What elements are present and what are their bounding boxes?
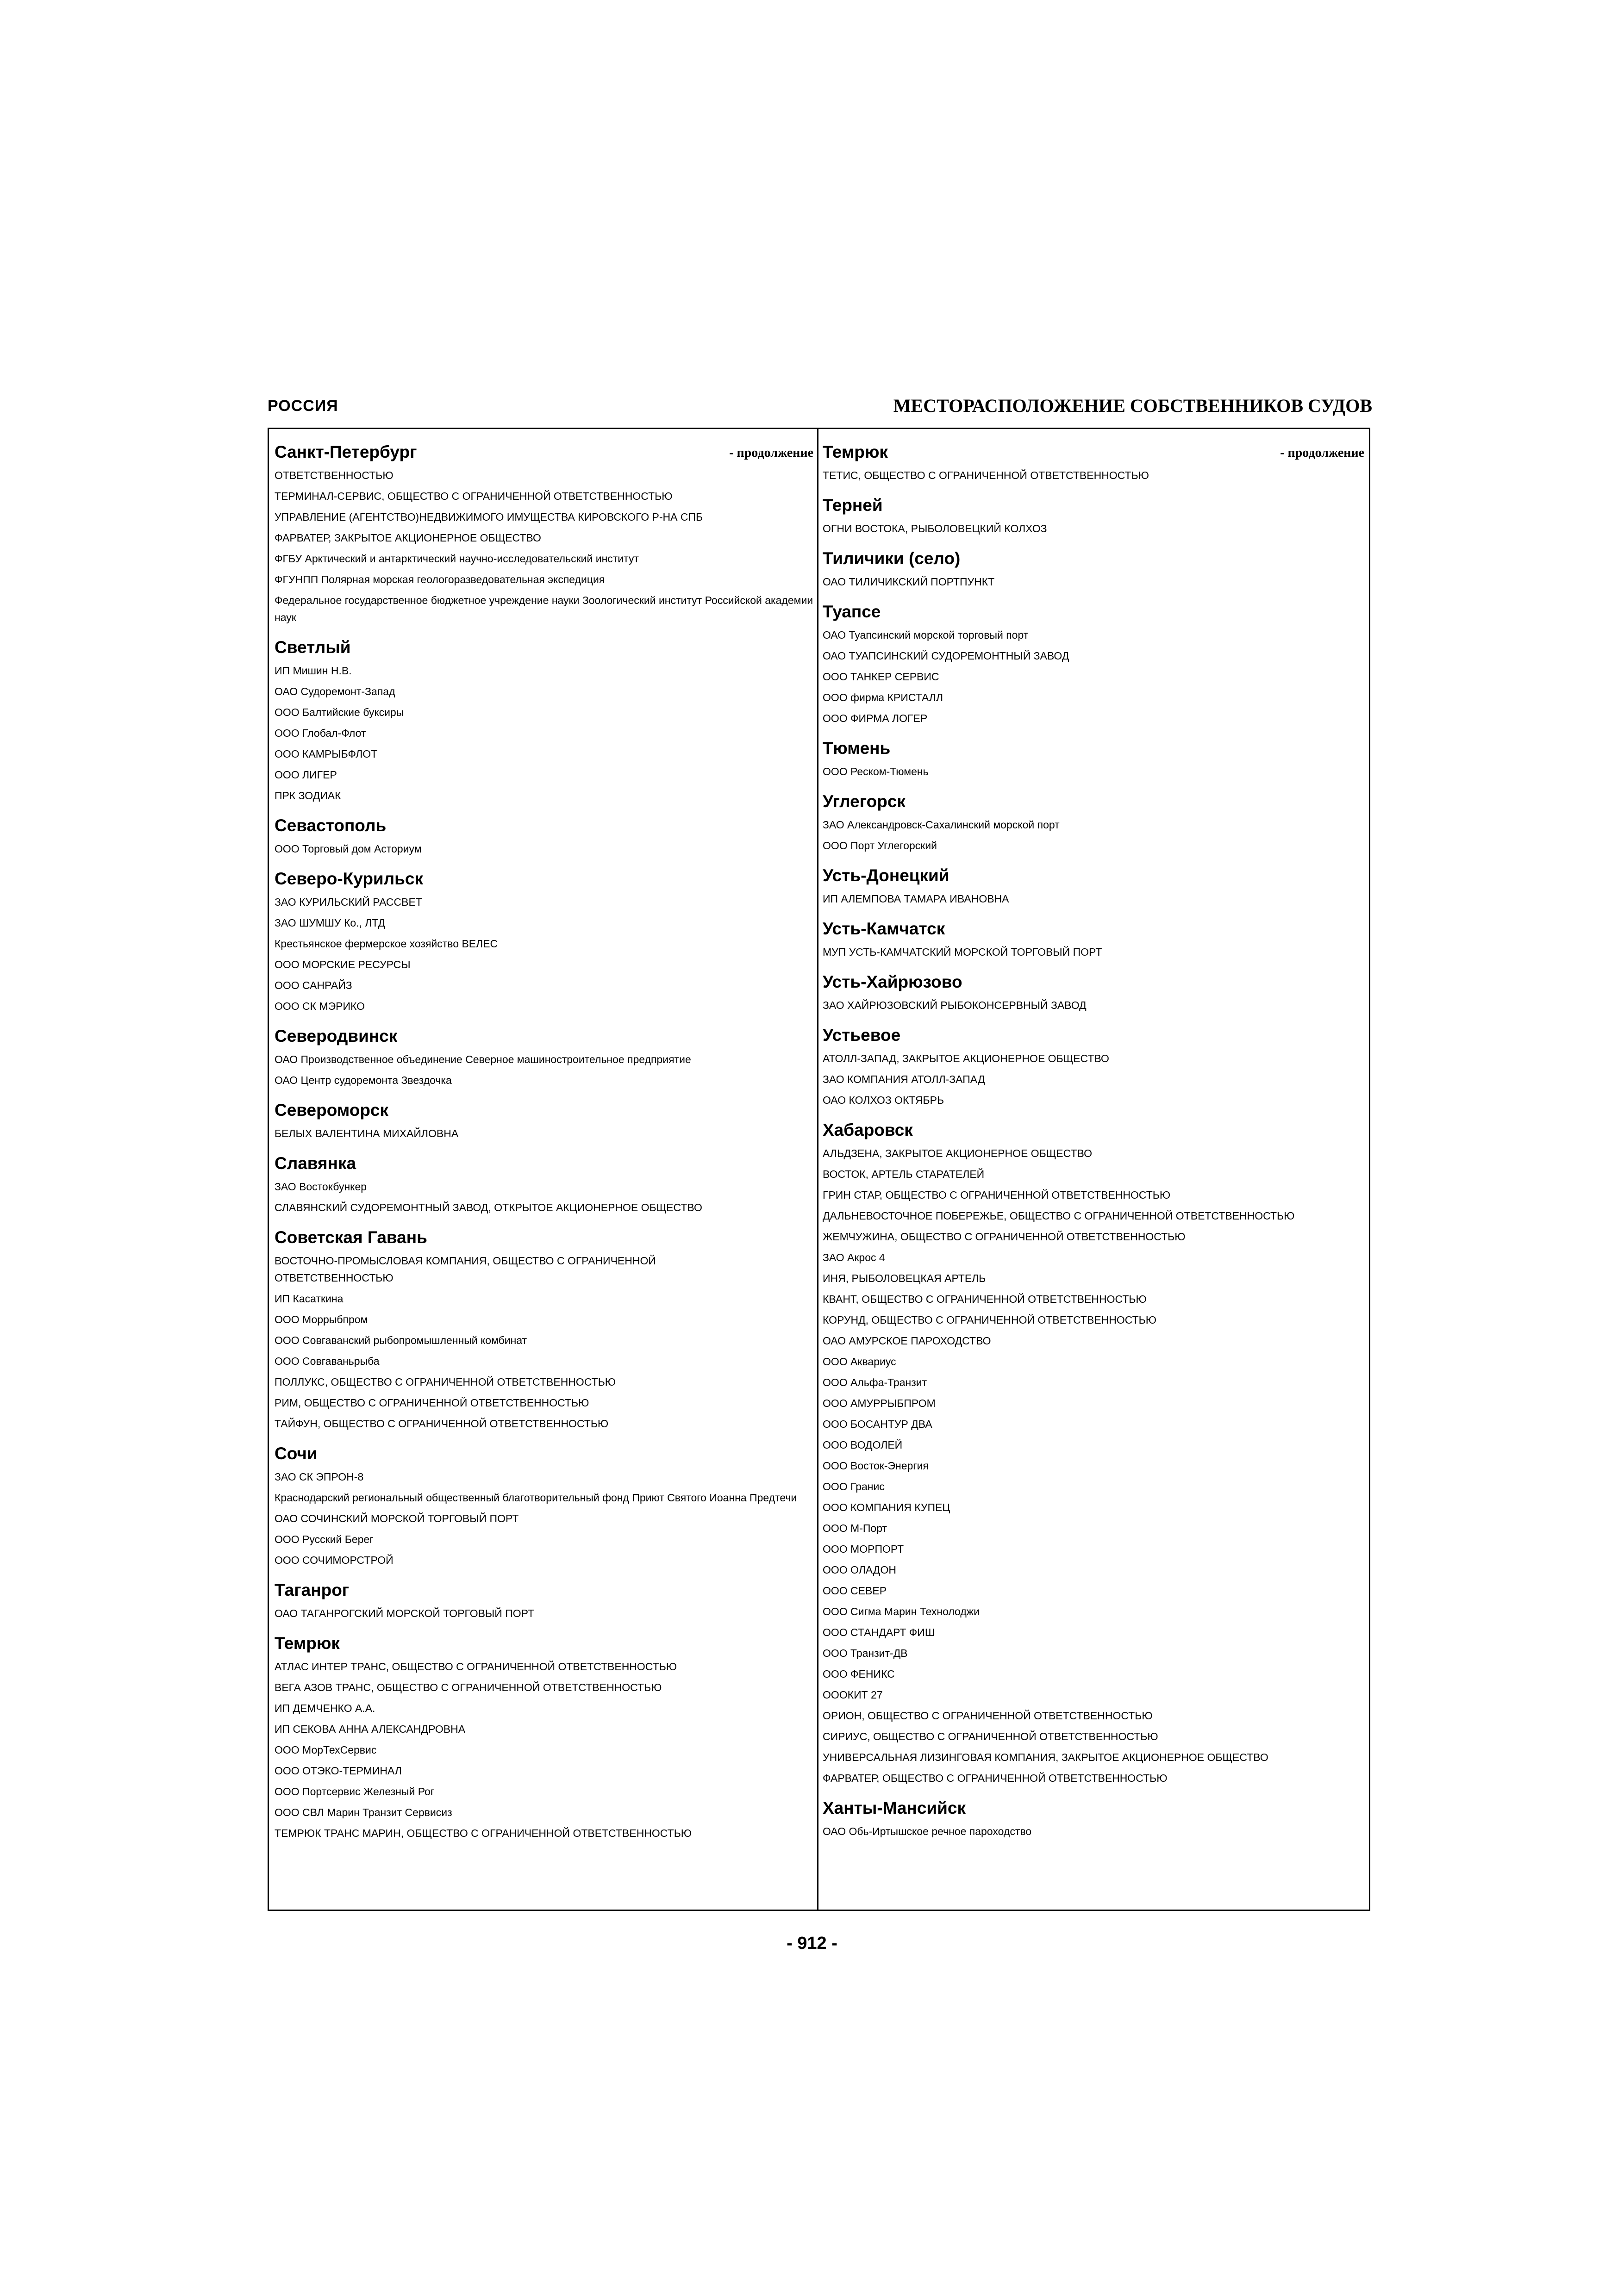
list-item: ЗАО СК ЭПРОН-8 — [275, 1471, 364, 1483]
list-item: ООО Совгаванский рыбопромышленный комбинат — [275, 1334, 527, 1346]
city-name: Темрюк — [823, 442, 888, 461]
list-item: АТЛАС ИНТЕР ТРАНС, ОБЩЕСТВО С ОГРАНИЧЕННОЙ ОТВЕТСТВЕННОСТЬЮ — [275, 1661, 677, 1673]
city-heading-terney: Терней — [823, 496, 883, 515]
list-item: ООО Русский Берег — [275, 1533, 374, 1545]
list-item: ОООКИТ 27 — [823, 1689, 883, 1701]
list-item: ООО МорТехСервис — [275, 1744, 377, 1756]
listing-frame — [268, 428, 1370, 1911]
list-item: ЗАО Александровск-Сахалинский морской порт — [823, 819, 1060, 831]
list-item: ООО ОЛАДОН — [823, 1564, 896, 1576]
list-item: РИМ, ОБЩЕСТВО С ОГРАНИЧЕННОЙ ОТВЕТСТВЕННОСТЬЮ — [275, 1397, 589, 1409]
city-heading-severo-kurilsk: Северо-Курильск — [275, 869, 424, 888]
list-item: ООО СЕВЕР — [823, 1585, 887, 1597]
list-item: ОАО ТУАПСИНСКИЙ СУДОРЕМОНТНЫЙ ЗАВОД — [823, 650, 1069, 662]
list-item: ОАО Центр судоремонта Звездочка — [275, 1074, 452, 1086]
city-heading-tilichiki: Тиличики (село) — [823, 549, 961, 568]
list-item: ИП АЛЕМПОВА ТАМАРА ИВАНОВНА — [823, 893, 1009, 905]
list-item: КОРУНД, ОБЩЕСТВО С ОГРАНИЧЕННОЙ ОТВЕТСТВЕННОСТЬЮ — [823, 1314, 1156, 1326]
list-item: КВАНТ, ОБЩЕСТВО С ОГРАНИЧЕННОЙ ОТВЕТСТВЕННОСТЬЮ — [823, 1293, 1147, 1305]
list-item: ООО МОРПОРТ — [823, 1543, 904, 1555]
list-item: МУП УСТЬ-КАМЧАТСКИЙ МОРСКОЙ ТОРГОВЫЙ ПОРТ — [823, 946, 1102, 958]
city-heading-ustyevoe: Устьевое — [823, 1026, 901, 1045]
column-divider — [817, 429, 818, 1910]
list-item: ИП ДЕМЧЕНКО А.А. — [275, 1702, 375, 1714]
list-item: ЖЕМЧУЖИНА, ОБЩЕСТВО С ОГРАНИЧЕННОЙ ОТВЕТСТВЕННОСТЬЮ — [823, 1231, 1186, 1243]
list-item: ВОСТОК, АРТЕЛЬ СТАРАТЕЛЕЙ — [823, 1168, 985, 1180]
list-item: ОАО Обь-Иртышское речное пароходство — [823, 1825, 1032, 1837]
right-column — [823, 441, 1364, 1844]
list-item: ОАО ТИЛИЧИКСКИЙ ПОРТПУНКТ — [823, 576, 995, 588]
list-item: ООО Совгаваньрыба — [275, 1355, 380, 1367]
list-item: ООО СВЛ Марин Транзит Сервисиз — [275, 1806, 452, 1818]
list-item: ООО Глобал-Флот — [275, 727, 366, 739]
list-item: ООО ОТЭКО-ТЕРМИНАЛ — [275, 1765, 402, 1777]
list-item: ООО МОРСКИЕ РЕСУРСЫ — [275, 958, 411, 971]
list-item: ООО БОСАНТУР ДВА — [823, 1418, 932, 1430]
list-item: ООО М-Порт — [823, 1522, 887, 1534]
list-item: ООО Моррыбпром — [275, 1313, 368, 1325]
list-item: ФАРВАТЕР, ОБЩЕСТВО С ОГРАНИЧЕННОЙ ОТВЕТСТВЕННОСТЬЮ — [823, 1772, 1168, 1784]
list-item: ООО Торговый дом Асториум — [275, 843, 422, 855]
list-item: ООО Реском-Тюмень — [823, 765, 929, 778]
city-heading-sovgavan: Советская Гавань — [275, 1228, 427, 1247]
list-item: ООО фирма КРИСТАЛЛ — [823, 691, 943, 703]
list-item: ООО СОЧИМОРСТРОЙ — [275, 1554, 394, 1566]
list-item: ООО КАМРЫБФЛОТ — [275, 748, 378, 760]
city-heading-temryuk-cont — [823, 441, 1364, 463]
list-item: ООО Гранис — [823, 1481, 885, 1493]
list-item: ТЕРМИНАЛ-СЕРВИС, ОБЩЕСТВО С ОГРАНИЧЕННОЙ ОТВЕТСТВЕННОСТЬЮ — [275, 490, 673, 502]
city-heading-slavyanka: Славянка — [275, 1154, 356, 1173]
list-item: ЗАО ШУМШУ Ко., ЛТД — [275, 917, 386, 929]
list-item: АЛЬДЗЕНА, ЗАКРЫТОЕ АКЦИОНЕРНОЕ ОБЩЕСТВО — [823, 1147, 1092, 1159]
city-heading-khanty-mansiysk: Ханты-Мансийск — [823, 1798, 966, 1817]
list-item: ОАО АМУРСКОЕ ПАРОХОДСТВО — [823, 1335, 991, 1347]
list-item: ИП Касаткина — [275, 1293, 344, 1305]
list-item: ОАО Судоремонт-Запад — [275, 685, 395, 697]
list-item: ЗАО Востокбункер — [275, 1181, 367, 1193]
list-item: СЛАВЯНСКИЙ СУДОРЕМОНТНЫЙ ЗАВОД, ОТКРЫТОЕ АКЦИОНЕРНОЕ ОБЩЕСТВО — [275, 1201, 702, 1213]
list-item: ООО Аквариус — [823, 1356, 896, 1368]
list-item: ПРК ЗОДИАК — [275, 790, 341, 802]
list-item: ООО СК МЭРИКО — [275, 1000, 365, 1012]
list-item: ОТВЕТСТВЕННОСТЬЮ — [275, 469, 394, 481]
list-item: БЕЛЫХ ВАЛЕНТИНА МИХАЙЛОВНА — [275, 1127, 459, 1139]
list-item: ФГУНПП Полярная морская геологоразведовательная экспедиция — [275, 573, 605, 585]
list-item: ОАО ТАГАНРОГСКИЙ МОРСКОЙ ТОРГОВЫЙ ПОРТ — [275, 1607, 534, 1619]
city-heading-khabarovsk: Хабаровск — [823, 1120, 913, 1139]
list-item: ООО Восток-Энергия — [823, 1460, 929, 1472]
list-item: ФАРВАТЕР, ЗАКРЫТОЕ АКЦИОНЕРНОЕ ОБЩЕСТВО — [275, 532, 541, 544]
city-heading-tyumen: Тюмень — [823, 739, 891, 758]
left-column — [275, 441, 813, 1846]
list-item: ОАО Туапсинский морской торговый порт — [823, 629, 1029, 641]
list-item: Крестьянское фермерское хозяйство ВЕЛЕС — [275, 938, 498, 950]
list-item: ВОСТОЧНО-ПРОМЫСЛОВАЯ КОМПАНИЯ, ОБЩЕСТВО С ОГРАНИЧЕННОЙ ОТВЕТСТВЕННОСТЬЮ — [275, 1255, 656, 1284]
page-number: - 912 - — [787, 1934, 837, 1953]
list-item: ЗАО КОМПАНИЯ АТОЛЛ-ЗАПАД — [823, 1073, 985, 1085]
list-item: ДАЛЬНЕВОСТОЧНОЕ ПОБЕРЕЖЬЕ, ОБЩЕСТВО С ОГРАНИЧЕННОЙ ОТВЕТСТВЕННОСТЬЮ — [823, 1210, 1295, 1222]
list-item: ЗАО КУРИЛЬСКИЙ РАССВЕТ — [275, 896, 422, 908]
list-item: УПРАВЛЕНИЕ (АГЕНТСТВО)НЕДВИЖИМОГО ИМУЩЕСТВА КИРОВСКОГО Р-НА СПБ — [275, 511, 703, 523]
list-item: ООО СТАНДАРТ ФИШ — [823, 1626, 935, 1638]
list-item: ООО Альфа-Транзит — [823, 1376, 927, 1388]
list-item: ЗАО Акрос 4 — [823, 1251, 885, 1263]
list-item: ФГБУ Арктический и антарктический научно-исследовательский институт — [275, 553, 639, 565]
list-item: ТЕМРЮК ТРАНС МАРИН, ОБЩЕСТВО С ОГРАНИЧЕННОЙ ОТВЕТСТВЕННОСТЬЮ — [275, 1827, 692, 1839]
list-item: ООО ЛИГЕР — [275, 769, 337, 781]
list-item: ООО Порт Углегорский — [823, 840, 937, 852]
city-heading-ust-khairyuzovo: Усть-Хайрюзово — [823, 972, 962, 991]
country-label: РОССИЯ — [268, 397, 338, 415]
list-item: ГРИН СТАР, ОБЩЕСТВО С ОГРАНИЧЕННОЙ ОТВЕТСТВЕННОСТЬЮ — [823, 1189, 1171, 1201]
city-heading-temryuk: Темрюк — [275, 1634, 340, 1653]
list-item: ОАО КОЛХОЗ ОКТЯБРЬ — [823, 1094, 944, 1106]
list-item: ПОЛЛУКС, ОБЩЕСТВО С ОГРАНИЧЕННОЙ ОТВЕТСТВЕННОСТЬЮ — [275, 1376, 616, 1388]
city-heading-tuapse: Туапсе — [823, 602, 881, 621]
list-item: ООО Портсервис Железный Рог — [275, 1786, 435, 1798]
list-item: ТЕТИС, ОБЩЕСТВО С ОГРАНИЧЕННОЙ ОТВЕТСТВЕННОСТЬЮ — [823, 469, 1149, 481]
list-item: ООО ФИРМА ЛОГЕР — [823, 712, 928, 724]
city-heading-ust-kamchatsk: Усть-Камчатск — [823, 919, 945, 938]
list-item: ООО САНРАЙЗ — [275, 979, 352, 991]
list-item: ИП СЕКОВА АННА АЛЕКСАНДРОВНА — [275, 1723, 466, 1735]
continuation-label: - продолжение — [1280, 446, 1364, 460]
list-item: ООО Балтийские буксиры — [275, 706, 404, 718]
list-item: АТОЛЛ-ЗАПАД, ЗАКРЫТОЕ АКЦИОНЕРНОЕ ОБЩЕСТВО — [823, 1052, 1109, 1064]
list-item: ИП Мишин Н.В. — [275, 665, 352, 677]
city-heading-sevastopol: Севастополь — [275, 816, 387, 835]
list-item: ООО ФЕНИКС — [823, 1668, 895, 1680]
list-item: ООО Сигма Марин Технолоджи — [823, 1605, 980, 1618]
city-heading-severodvinsk: Северодвинск — [275, 1027, 398, 1045]
list-item: ВЕГА АЗОВ ТРАНС, ОБЩЕСТВО С ОГРАНИЧЕННОЙ ОТВЕТСТВЕННОСТЬЮ — [275, 1681, 662, 1693]
city-name: Санкт-Петербург — [275, 442, 417, 461]
continuation-label: - продолжение — [729, 446, 813, 460]
list-item: ООО ВОДОЛЕЙ — [823, 1439, 903, 1451]
list-item: ТАЙФУН, ОБЩЕСТВО С ОГРАНИЧЕННОЙ ОТВЕТСТВЕННОСТЬЮ — [275, 1418, 609, 1430]
list-item: ООО ТАНКЕР СЕРВИС — [823, 671, 939, 683]
city-heading-taganrog: Таганрог — [275, 1580, 350, 1599]
list-item: ЗАО ХАЙРЮЗОВСКИЙ РЫБОКОНСЕРВНЫЙ ЗАВОД — [823, 999, 1087, 1011]
city-heading-sochi: Сочи — [275, 1444, 318, 1463]
list-item: ИНЯ, РЫБОЛОВЕЦКАЯ АРТЕЛЬ — [823, 1272, 986, 1284]
running-title: МЕСТОРАСПОЛОЖЕНИЕ СОБСТВЕННИКОВ СУДОВ — [893, 395, 1372, 416]
list-item: УНИВЕРСАЛЬНАЯ ЛИЗИНГОВАЯ КОМПАНИЯ, ЗАКРЫТОЕ АКЦИОНЕРНОЕ ОБЩЕСТВО — [823, 1751, 1268, 1763]
city-heading-ust-donetsky: Усть-Донецкий — [823, 866, 949, 885]
list-item: ООО АМУРРЫБПРОМ — [823, 1397, 936, 1409]
list-item: ОАО СОЧИНСКИЙ МОРСКОЙ ТОРГОВЫЙ ПОРТ — [275, 1512, 519, 1524]
city-heading-spb — [275, 441, 813, 463]
list-item: Краснодарский региональный общественный благотворительный фонд Приют Святого Иоанна Предтечи — [275, 1492, 797, 1504]
list-item: ОРИОН, ОБЩЕСТВО С ОГРАНИЧЕННОЙ ОТВЕТСТВЕННОСТЬЮ — [823, 1710, 1153, 1722]
list-item: ООО Транзит-ДВ — [823, 1647, 908, 1659]
city-heading-severomorsk: Североморск — [275, 1101, 389, 1120]
city-heading-svetly: Светлый — [275, 638, 351, 657]
page-header — [268, 396, 1372, 419]
list-item: Федеральное государственное бюджетное учреждение науки Зоологический институт Российской академии наук — [275, 594, 813, 623]
list-item: ОАО Производственное объединение Северное машиностроительное предприятие — [275, 1053, 691, 1065]
list-item: ОГНИ ВОСТОКА, РЫБОЛОВЕЦКИЙ КОЛХОЗ — [823, 523, 1047, 535]
list-item: ООО КОМПАНИЯ КУПЕЦ — [823, 1501, 950, 1513]
city-heading-uglegorsk: Углегорск — [823, 792, 906, 811]
list-item: СИРИУС, ОБЩЕСТВО С ОГРАНИЧЕННОЙ ОТВЕТСТВЕННОСТЬЮ — [823, 1730, 1158, 1742]
